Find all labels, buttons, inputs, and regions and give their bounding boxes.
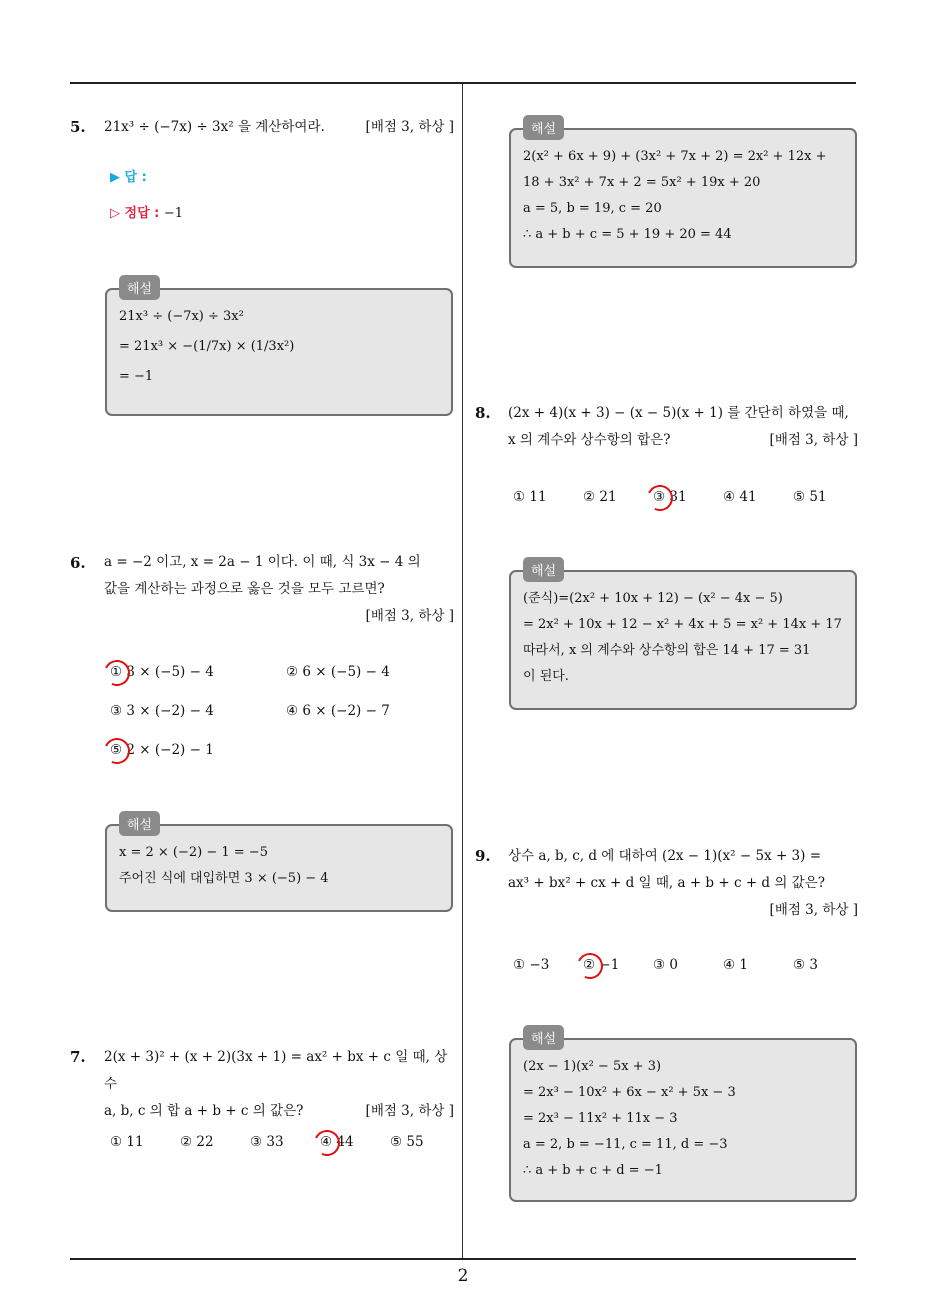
solution-tag: 해설 bbox=[523, 1025, 564, 1050]
correct-answer-value: −1 bbox=[163, 206, 184, 221]
choice-3[interactable]: ③ 0 bbox=[653, 957, 678, 973]
question-8-points: [배점 3, 하상 ] bbox=[769, 432, 858, 448]
solution-box-q9 bbox=[509, 1032, 857, 1202]
choice-5[interactable]: ⑤ 3 bbox=[793, 957, 818, 973]
question-8-line-2: x 의 계수와 상수항의 합은? bbox=[508, 432, 671, 448]
question-9-text bbox=[508, 843, 858, 924]
question-9-line-1: 상수 a, b, c, d 에 대하여 (2x − 1)(x² − 5x + 3) = bbox=[508, 848, 822, 864]
solution-lines bbox=[523, 144, 845, 248]
question-7-line-1: 2(x + 3)² + (x + 2)(3x + 1) = ax² + bx + c 일 때, 상수 bbox=[104, 1049, 448, 1092]
question-8-number: 8. bbox=[475, 404, 491, 422]
solution-box-q6 bbox=[105, 818, 453, 912]
solution-tag: 해설 bbox=[523, 557, 564, 582]
solution-line: = 2x² + 10x + 12 − x² + 4x + 5 = x² + 14x + 17 bbox=[523, 617, 842, 632]
choice-5[interactable]: ⑤ 55 bbox=[390, 1134, 424, 1150]
solution-tag: 해설 bbox=[119, 811, 160, 836]
question-8-text bbox=[508, 400, 858, 454]
selected-mark bbox=[100, 656, 133, 689]
solution-line: a = 2, b = −11, c = 11, d = −3 bbox=[523, 1137, 728, 1152]
question-8-line-1: (2x + 4)(x + 3) − (x − 5)(x + 1) 를 간단히 하였을 때, bbox=[508, 405, 849, 421]
choice-2[interactable]: ② −1 bbox=[583, 957, 620, 973]
solution-line: (준식)=(2x² + 10x + 12) − (x² − 4x − 5) bbox=[523, 591, 783, 606]
choice-4[interactable]: ④ 41 bbox=[723, 489, 757, 505]
choice-1[interactable]: ① 11 bbox=[513, 489, 547, 505]
question-5-prompt: 21x³ ÷ (−7x) ÷ 3x² 을 계산하여라. bbox=[104, 119, 325, 135]
question-5-points: [배점 3, 하상 ] bbox=[365, 119, 454, 135]
solution-box-q8 bbox=[509, 564, 857, 710]
solution-line: (2x − 1)(x² − 5x + 3) bbox=[523, 1059, 662, 1074]
bottom-rule bbox=[70, 1258, 856, 1260]
selected-mark bbox=[310, 1126, 343, 1159]
choice-1[interactable]: ① −3 bbox=[513, 957, 550, 973]
question-5-text bbox=[104, 114, 454, 141]
question-9-number: 9. bbox=[475, 847, 491, 865]
choice-3[interactable]: ③ 3 × (−2) − 4 bbox=[110, 703, 214, 719]
choice-5[interactable]: ⑤ 51 bbox=[793, 489, 827, 505]
column-divider bbox=[462, 84, 463, 1258]
question-6-number: 6. bbox=[70, 554, 86, 572]
solution-line: 따라서, x 의 계수와 상수항의 합은 14 + 17 = 31 bbox=[523, 643, 811, 658]
solution-line: 이 된다. bbox=[523, 669, 569, 684]
solution-line: ∴ a + b + c + d = −1 bbox=[523, 1163, 663, 1178]
solution-line: a = 5, b = 19, c = 20 bbox=[523, 201, 662, 216]
page-number: 2 bbox=[457, 1266, 469, 1286]
solution-line: 주어진 식에 대입하면 3 × (−5) − 4 bbox=[119, 871, 329, 886]
solution-line: = 2x³ − 11x² + 11x − 3 bbox=[523, 1111, 678, 1126]
choice-1[interactable]: ① 3 × (−5) − 4 bbox=[110, 664, 214, 680]
question-6-text bbox=[104, 549, 454, 630]
solution-box-q7 bbox=[509, 122, 857, 268]
solution-lines bbox=[523, 586, 845, 690]
solution-box-q5 bbox=[105, 282, 453, 416]
question-5-number: 5. bbox=[70, 118, 86, 136]
correct-answer-label: ▷ 정답 : bbox=[110, 206, 160, 221]
solution-line: 21x³ ÷ (−7x) ÷ 3x² bbox=[119, 309, 244, 324]
question-6-points: [배점 3, 하상 ] bbox=[365, 608, 454, 624]
choice-5[interactable]: ⑤ 2 × (−2) − 1 bbox=[110, 742, 214, 758]
solution-line: = 2x³ − 10x² + 6x − x² + 5x − 3 bbox=[523, 1085, 736, 1100]
question-7-text bbox=[104, 1044, 454, 1125]
choice-3[interactable]: ③ 33 bbox=[250, 1134, 284, 1150]
choice-4[interactable]: ④ 6 × (−2) − 7 bbox=[286, 703, 390, 719]
solution-line: x = 2 × (−2) − 1 = −5 bbox=[119, 845, 268, 860]
selected-mark bbox=[573, 949, 606, 982]
choice-3[interactable]: ③ 31 bbox=[653, 489, 687, 505]
solution-line: = −1 bbox=[119, 369, 154, 384]
correct-answer bbox=[110, 202, 183, 221]
answer-label: ▶ 답 : bbox=[110, 170, 147, 185]
top-rule bbox=[70, 82, 856, 84]
solution-line: ∴ a + b + c = 5 + 19 + 20 = 44 bbox=[523, 227, 732, 242]
solution-line: 18 + 3x² + 7x + 2 = 5x² + 19x + 20 bbox=[523, 175, 761, 190]
selected-mark bbox=[100, 734, 133, 767]
solution-lines bbox=[119, 840, 441, 892]
solution-line: = 21x³ × −(1/7x) × (1/3x²) bbox=[119, 339, 295, 354]
question-9-points: [배점 3, 하상 ] bbox=[769, 902, 858, 918]
choice-4[interactable]: ④ 44 bbox=[320, 1134, 354, 1150]
question-7-line-2: a, b, c 의 합 a + b + c 의 값은? bbox=[104, 1103, 304, 1119]
question-6-line-1: a = −2 이고, x = 2a − 1 이다. 이 때, 식 3x − 4 의 bbox=[104, 554, 421, 570]
choice-2[interactable]: ② 21 bbox=[583, 489, 617, 505]
question-7-number: 7. bbox=[70, 1048, 86, 1066]
choice-2[interactable]: ② 6 × (−5) − 4 bbox=[286, 664, 390, 680]
solution-tag: 해설 bbox=[119, 275, 160, 300]
question-9-line-2: ax³ + bx² + cx + d 일 때, a + b + c + d 의 값은? bbox=[508, 875, 826, 891]
solution-tag: 해설 bbox=[523, 115, 564, 140]
choice-1[interactable]: ① 11 bbox=[110, 1134, 144, 1150]
choice-4[interactable]: ④ 1 bbox=[723, 957, 748, 973]
question-6-line-2: 값을 계산하는 과정으로 옳은 것을 모두 고르면? bbox=[104, 581, 385, 597]
solution-line: 2(x² + 6x + 9) + (3x² + 7x + 2) = 2x² + 12x + bbox=[523, 149, 827, 164]
selected-mark bbox=[643, 481, 676, 514]
choice-2[interactable]: ② 22 bbox=[180, 1134, 214, 1150]
solution-lines bbox=[523, 1054, 845, 1184]
solution-lines bbox=[119, 304, 441, 390]
question-7-points: [배점 3, 하상 ] bbox=[365, 1103, 454, 1119]
